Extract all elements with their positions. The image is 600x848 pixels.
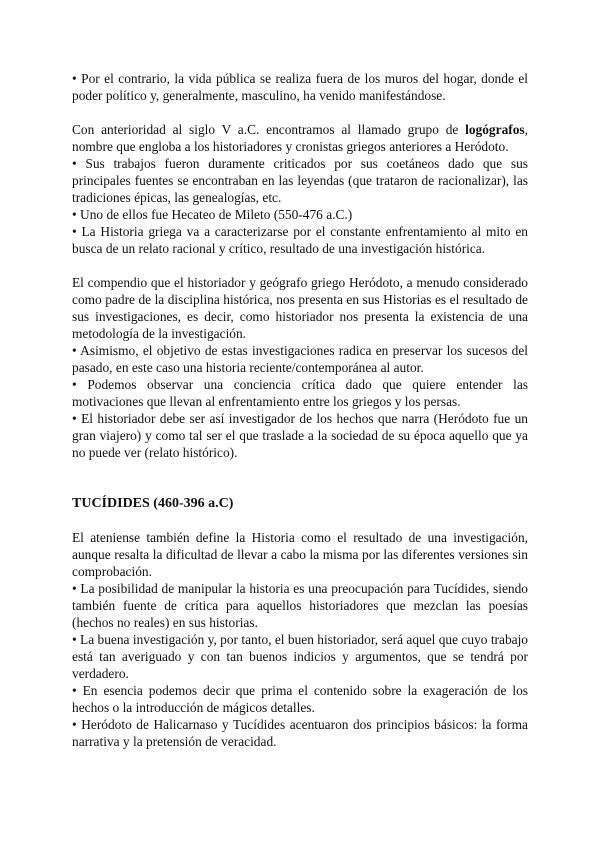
logografos-intro-rest: , nombre que engloba a los historiadores y cronistas griegos anteriores a Heródoto. [72,122,528,154]
bullet-basic-principles: • Heródoto de Halicarnaso y Tucídides acentuaron dos principios básicos: la forma narrativa y la pretensión de veracidad. [72,717,528,749]
bullet-critical-conscience: • Podemos observar una conciencia crítica dado que quiere entender las motivaciones que llevan al enfrentamiento entre los griegos y los persas. [72,377,528,409]
bullet-hecateo: • Uno de ellos fue Hecateo de Mileto (550-476 a.C.) [72,207,353,222]
spacer [72,257,528,274]
bullet-greek-history-myth: • La Historia griega va a caracterizarse por el constante enfrentamiento al mito en busca de un relato racional y crítico, resultado de una investigación histórica. [72,224,528,256]
paragraph-public-life: • Por el contrario, la vida pública se realiza fuera de los muros del hogar, donde el poder político y, generalmente, masculino, ha venido manifestándose. [72,71,528,103]
logografos-intro-text: Con anterioridad al siglo V a.C. encontramos al llamado grupo de [72,122,466,137]
logografos-bold-term: logógrafos [465,122,525,137]
paragraph-herodoto-compendio: El compendio que el historiador y geógrafo griego Heródoto, a menudo considerado como padre de la disciplina histórica, nos presenta en sus Historias es el resultado de sus investigaciones, es decir, como historiador nos presenta la existencia de una metodología de la investigación. [72,275,528,341]
section-heading-tucidides: TUCÍDIDES (460-396 a.C) [72,496,234,511]
spacer [72,104,528,121]
bullet-content-over-exaggeration: • En esencia podemos decir que prima el contenido sobre la exageración de los hechos o la introducción de mágicos detalles. [72,683,528,715]
paragraph-logografos [72,121,528,155]
bullet-preserve-events: • Asimismo, el objetivo de estas investigaciones radica en preservar los sucesos del pasado, en este caso una historia reciente/contemporánea al autor. [72,343,528,375]
spacer [72,461,528,495]
bullet-criticized-works: • Sus trabajos fueron duramente criticados por sus coetáneos dado que sus principales fuentes se encontraban en las leyendas (que trataron de racionalizar), las tradiciones épicas, las genealogías, etc. [72,156,528,205]
paragraph-athenian-definition: El ateniense también define la Historia como el resultado de una investigación, aunque resalta la dificultad de llevar a cabo la misma por las diferentes versiones sin comprobación. [72,530,528,579]
bullet-manipulation: • La posibilidad de manipular la historia es una preocupación para Tucídides, siendo también fuente de crítica para aquellos historiadores que mezclan las poesías (hechos no reales) en sus historias. [72,581,528,630]
bullet-good-investigation: • La buena investigación y, por tanto, el buen historiador, será aquel que cuyo trabajo está tan averiguado y con tan buenos indicios y argumentos, que se tendrá por verdadero. [72,632,528,681]
spacer [72,512,528,529]
bullet-historian-investigator: • El historiador debe ser así investigador de los hechos que narra (Heródoto fue un gran viajero) y como tal ser el que traslade a la sociedad de su época aquello que ya no puede ver (relato histórico). [72,411,528,460]
